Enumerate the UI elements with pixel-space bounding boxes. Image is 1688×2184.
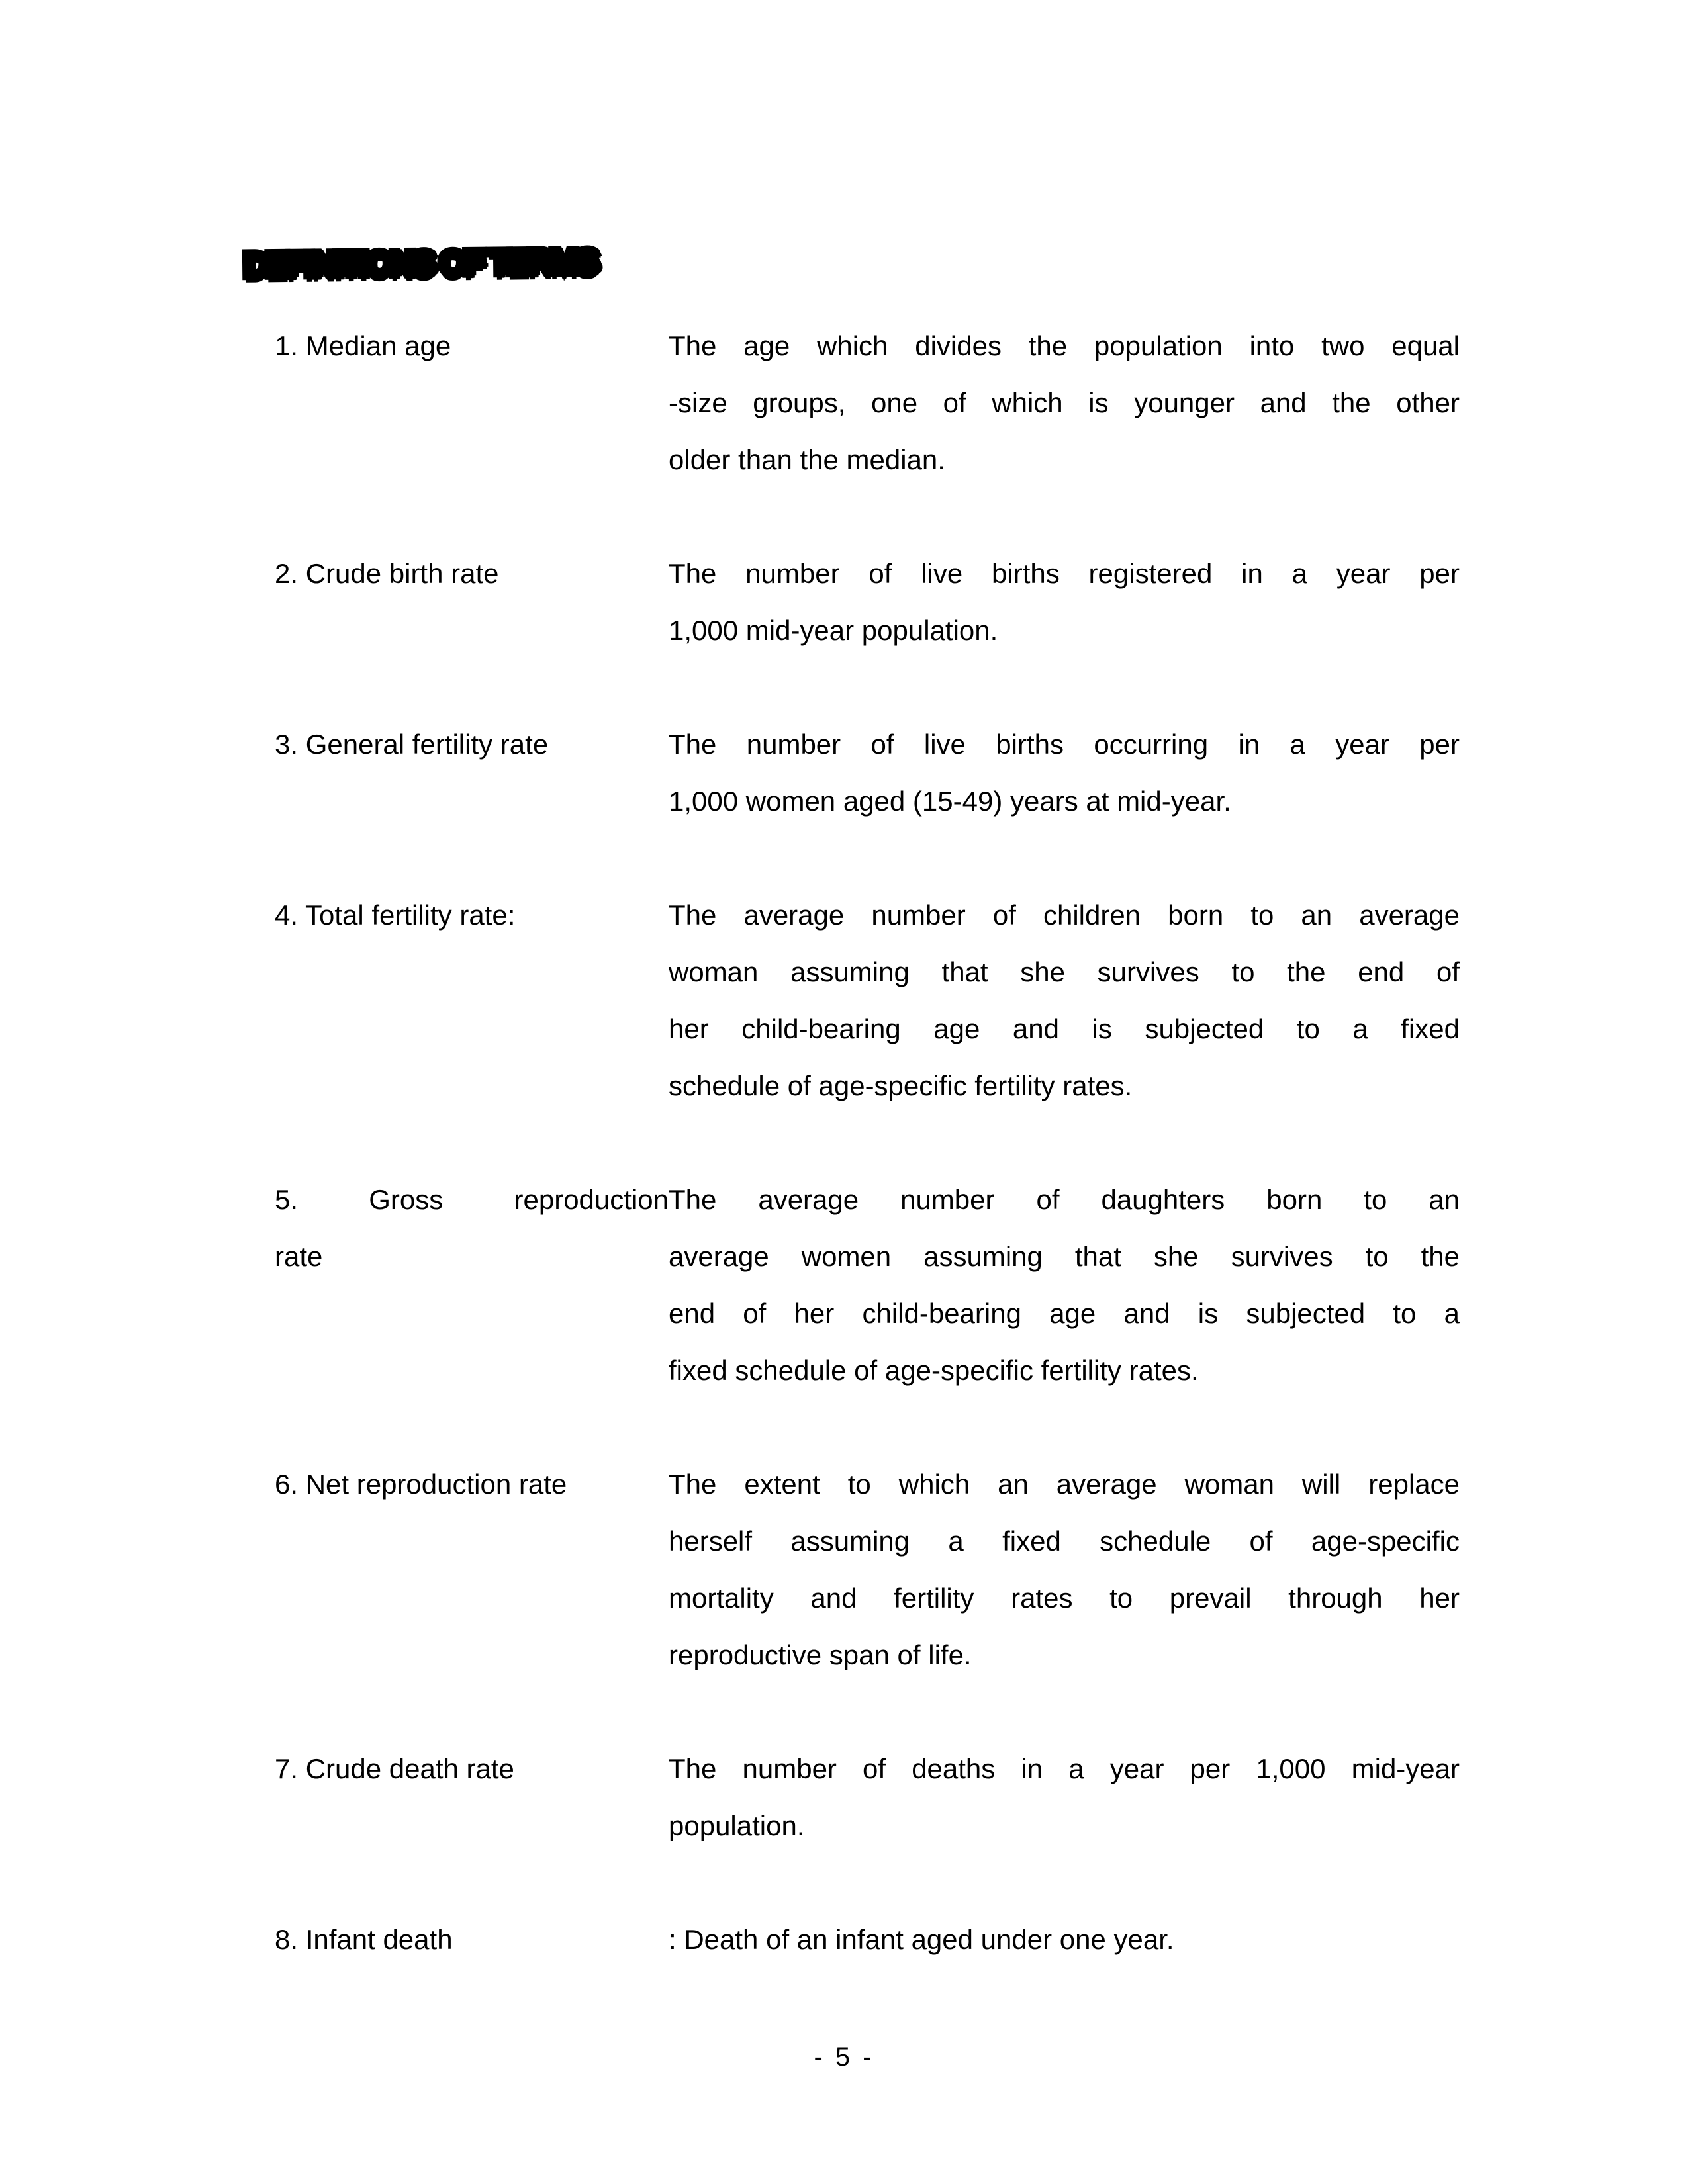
definition-line: average women assuming that she survives to the	[669, 1241, 1460, 1272]
term-line: 4. Total fertility rate:	[275, 899, 516, 931]
definition-cell	[669, 1171, 1460, 1399]
definition-row	[275, 1741, 1463, 1854]
definitions-list	[275, 318, 1463, 2025]
definition-line: The extent to which an average woman will replace	[669, 1469, 1460, 1500]
term-cell	[275, 1741, 669, 1854]
definition-row	[275, 887, 1463, 1115]
term-cell	[275, 318, 669, 488]
term-cell	[275, 1456, 669, 1684]
definition-cell	[669, 1456, 1460, 1684]
definition-line: older than the median.	[669, 444, 945, 475]
definition-line: The number of live births registered in a year per	[669, 558, 1460, 589]
term-line: 8. Infant death	[275, 1924, 453, 1955]
definition-row	[275, 1171, 1463, 1399]
definition-line: fixed schedule of age-specific fertility rates.	[669, 1355, 1199, 1386]
page-number: - 5 -	[814, 2042, 874, 2071]
definition-line: schedule of age-specific fertility rates.	[669, 1070, 1133, 1101]
definition-line: her child-bearing age and is subjected to a fixed	[669, 1013, 1460, 1044]
term-cell	[275, 1171, 669, 1399]
definition-line: The number of live births occurring in a year per	[669, 729, 1460, 760]
definition-line: herself assuming a fixed schedule of age-specific	[669, 1525, 1460, 1557]
definition-line: The average number of daughters born to an	[669, 1184, 1460, 1215]
definition-cell	[669, 1911, 1460, 1968]
definition-line: The number of deaths in a year per 1,000 mid-year	[669, 1753, 1460, 1784]
definition-cell	[669, 1741, 1460, 1854]
definition-line: The age which divides the population into two equal	[669, 330, 1460, 361]
definition-line: -size groups, one of which is younger and the other	[669, 387, 1460, 418]
term-line: 7. Crude death rate	[275, 1753, 514, 1784]
definition-cell	[669, 716, 1460, 830]
definition-line: 1,000 women aged (15-49) years at mid-year.	[669, 786, 1231, 817]
term-cell	[275, 887, 669, 1115]
term-line: 3. General fertility rate	[275, 729, 549, 760]
term-line: 6. Net reproduction rate	[275, 1469, 567, 1500]
definition-line: : Death of an infant aged under one year.	[669, 1924, 1174, 1955]
definition-cell	[669, 545, 1460, 659]
term-cell	[275, 716, 669, 830]
definition-line: woman assuming that she survives to the end of	[669, 956, 1460, 987]
term-line: 1. Median age	[275, 330, 451, 361]
definition-line: The average number of children born to an average	[669, 899, 1460, 931]
definition-line: end of her child-bearing age and is subjected to a	[669, 1298, 1460, 1329]
definition-row	[275, 318, 1463, 488]
definition-line: reproductive span of life.	[669, 1639, 972, 1670]
definition-row	[275, 716, 1463, 830]
definition-cell	[669, 318, 1460, 488]
definition-line: population.	[669, 1810, 805, 1841]
definition-row	[275, 1911, 1463, 1968]
definition-line: 1,000 mid-year population.	[669, 615, 998, 646]
term-cell	[275, 545, 669, 659]
term-line: 2. Crude birth rate	[275, 558, 499, 589]
term-line: 5. Gross reproduction	[275, 1184, 669, 1215]
definition-cell	[669, 887, 1460, 1115]
definition-line: mortality and fertility rates to prevail through her	[669, 1582, 1460, 1614]
definition-row	[275, 1456, 1463, 1684]
definition-row	[275, 545, 1463, 659]
term-cell	[275, 1911, 669, 1968]
term-line: rate	[275, 1241, 323, 1272]
page-heading-redacted: DEFINITIONS OF TERMS	[243, 242, 596, 285]
